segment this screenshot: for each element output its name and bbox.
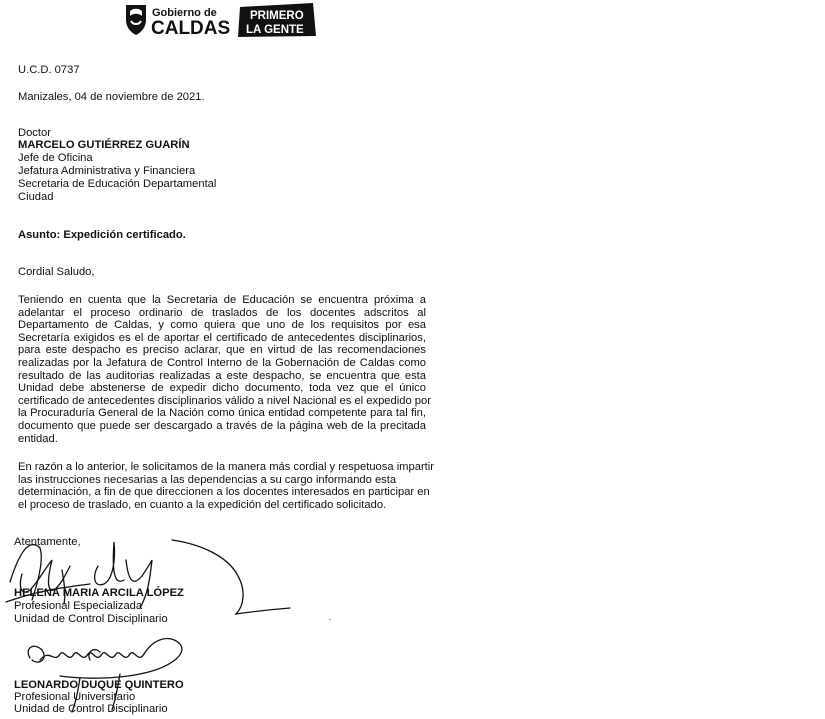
paragraph-line: adelantar el proceso ordinario de traslados de los docentes adscritos al	[18, 306, 426, 319]
gobierno-de-caldas-logo	[124, 2, 318, 38]
paragraph-line: realizadas por la Jefatura de Control Interno de la Gobernación de Caldas como	[18, 356, 426, 369]
paragraph-line: la Procuraduría General de la Nación como única entidad competente para tal fin,	[18, 407, 426, 420]
logo-line1: Gobierno de	[152, 7, 217, 19]
recipient-position: Jefe de Oficina	[18, 152, 93, 164]
signatory-1-role: Profesional Especializada	[14, 600, 143, 612]
recipient-name: MARCELO GUTIÉRREZ GUARÍN	[18, 139, 190, 151]
closing: Atentamente,	[14, 536, 81, 548]
recipient-department: Secretaria de Educación Departamental	[18, 178, 217, 190]
paragraph-line: En razón a lo anterior, le solicitamos de la manera más cordial y respetuosa impartir	[18, 461, 434, 473]
signatory-2-role: Profesional Universitario	[14, 691, 136, 703]
reference-number: U.C.D. 0737	[18, 64, 80, 76]
paragraph-line: documento que puede ser descargado a través de la página web de la precitada	[18, 419, 426, 432]
paragraph-line: las instrucciones necesarias a las dependencias a su cargo informando esta	[18, 473, 397, 486]
badge-line1: PRIMERO	[250, 10, 304, 22]
paragraph-line: Departamento de Caldas, y como quiera que uno de los requisitos por esa	[18, 319, 426, 332]
recipient-city: Ciudad	[18, 191, 54, 203]
paragraph-line: Secretaría exigidos es el de aportar el certificado de antecedentes disciplinarios,	[18, 331, 426, 344]
place-date: Manizales, 04 de noviembre de 2021.	[18, 91, 205, 103]
paragraph-line: resultado de las auditorias realizadas a este despacho, se encuentra que esta	[18, 369, 426, 382]
paragraph-line: para este despacho es preciso aclarar, que en virtud de las recomendaciones	[18, 344, 426, 357]
signatory-2-name: LEONARDO DUQUE QUINTERO	[14, 679, 184, 691]
logo-line2: CALDAS	[151, 18, 231, 38]
body-paragraph-1	[18, 294, 431, 445]
signatory-2-unit: Unidad de Control Disciplinario	[14, 703, 168, 715]
paragraph-line: Teniendo en cuenta que la Secretaria de Educación se encuentra próxima a	[18, 294, 426, 306]
recipient-title: Doctor	[18, 127, 51, 139]
recipient-office: Jefatura Administrativa y Financiera	[18, 165, 196, 177]
greeting: Cordial Saludo,	[18, 266, 95, 278]
signatory-1-unit: Unidad de Control Disciplinario	[14, 613, 168, 625]
paragraph-line: certificado de antecedentes disciplinarios válido a nivel Nacional es el expedido por	[18, 394, 431, 407]
paragraph-line: Unidad debe abstenerse de expedir dicho documento, toda vez que el único	[18, 382, 426, 395]
paragraph-line: determinación, a fin de que direccionen a los docentes interesados en participar en	[18, 486, 430, 499]
subject-line: Asunto: Expedición certificado.	[18, 229, 186, 241]
signatory-1-name: HELENA MARIA ARCILA LÓPEZ	[14, 587, 184, 599]
paragraph-line: entidad.	[18, 432, 58, 445]
badge-line2: LA GENTE	[246, 24, 304, 36]
body-paragraph-2	[18, 461, 434, 511]
paragraph-line: el proceso de traslado, en cuanto a la expedición del certificado solicitado.	[18, 498, 387, 511]
